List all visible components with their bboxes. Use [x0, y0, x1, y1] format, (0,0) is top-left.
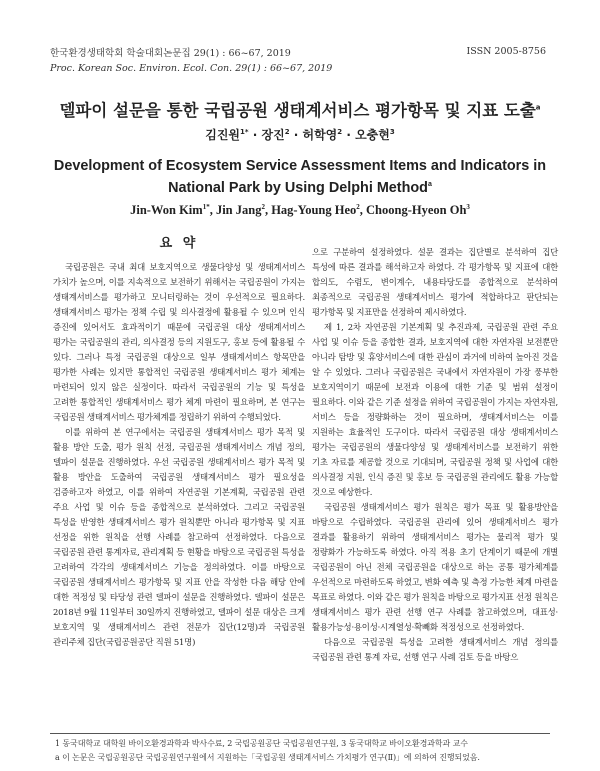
title-english-sup: a — [427, 181, 432, 189]
footnote-affiliations: 1 동국대학교 대학원 바이오환경과학과 박사수료, 2 국립공원공단 국립공원연구원, 3 동국대학교 바이오환경과학과 교수 — [55, 739, 468, 748]
author-ko: 허학영 — [302, 128, 338, 142]
body-paragraph: 이를 위하여 본 연구에서는 국립공원 생태계서비스 평가 목적 및 활용 방안 도출, 평가 원칙 선정, 국립공원 생태계서비스 개념 정의, 델파이 설문을 진행하였다. 우선 국립공원 생태계서비스 평가 목적 및 활용 방안을 도출하여 국립공원 생태계서비스 평가 필요성을 검증하고자 하였고, 이를 위하여 자연공원 기본계획, 국립공원 관련 주요 사업 및 이슈 등을 종합적으로 분석하였다. 그리고 국립공원 특성을 반영한 생태계서비스 평가 원칙뿐만 아니라 평가항목 및 지표 선정을 위한 원칙을 선행 사례를 참고하여 선정하였다. 다음으로 국립공원 관련 통계자료, 관리계획 등 현황을 바탕으로 국립공원 특성을 고려하여 각각의 생태계서비스 기능을 정의하였다. 이를 바탕으로 국립공원 생태계서비스 평가항목 및 지표 안을 작성한 다음 해당 안에 대한 적정성 및 타당성 관련 델파이 설문을 진행하였다. 델파이 설문은 2018년 9월 11일부터 30일까지 진행하였고, 델파이 설문 대상은 크게 보호지역 및 생태계서비스 관련 전문가 집단(12명)과 국립공원 관리주체 집단(국립공원공단 직원 51명) — [53, 427, 305, 647]
journal-name-ko: 한국환경생태학회 학술대회논문집 29(1) : 66~67, 2019 — [50, 48, 291, 59]
author-en: Hag-Young Heo — [271, 203, 357, 217]
left-column — [53, 236, 305, 650]
author-en-sup: 2 — [261, 202, 265, 211]
body-paragraph: 다음으로 국립공원 특성을 고려한 생태계서비스 개념 정의를 국립공원 관련 통계 자료, 선행 연구 사례 검토 등을 바탕으 — [312, 637, 558, 662]
journal-name-en: Proc. Korean Soc. Environ. Ecol. Con. 29(1) : 66~67, 2019 — [50, 63, 333, 74]
footnote-funding: a 이 논문은 국립공원공단 국립공원연구원에서 지원하는「국립공원 생태계서비스 가치평가 연구(Ⅱ)」에 의하여 진행되었음. — [55, 753, 480, 762]
author-ko-sup: 3 — [389, 128, 395, 136]
author-ko-sup: 2 — [284, 128, 290, 136]
footnote-divider — [50, 733, 550, 734]
title-korean-text: 델파이 설문을 통한 국립공원 생태계서비스 평가항목 및 지표 도출 — [59, 101, 536, 120]
journal-header — [50, 46, 332, 76]
title-korean — [20, 97, 580, 121]
title-english-text: Development of Ecosystem Service Assessment Items and Indicators in National Park by Using Delphi Method — [53, 158, 547, 196]
author-ko: 오충현 — [355, 128, 390, 142]
body-paragraph: 국립공원은 국내 최대 보호지역으로 생물다양성 및 생태계서비스 가치가 높으며, 이를 지속적으로 보전하기 위해서는 국립공원이 가지는 생태계서비스를 평가하고 모니터링하는 것이 우선적으로 필요하다. 생태계서비스 평가는 정책 수립 및 의사결정에 활용될 수 있으며 인식 증진에 있어서도 효과적이기 때문에 국립공원 대상 생태계서비스 평가는 국립공원의 관리, 의사결정 등의 지원도구, 홍보 등에 활용될 수 있다. 그러나 특정 국립공원 대상으로 일부 생태계서비스 항목만을 평가한 사례는 있지만 통합적인 국립공원 생태계서비스 평가 체계는 마련되어 있지 않은 실정이다. 따라서 국립공원의 기능 및 특성을 고려한 통합적인 생태계서비스 평가 체계 마련이 필요하며, 본 연구는 국립공원 생태계서비스 평가체계를 정립하기 위하여 수행되었다. — [53, 262, 305, 422]
author-separator: · — [252, 128, 258, 142]
author-en-sup: 1* — [202, 202, 210, 211]
body-paragraph: 으로 구분하여 설정하였다. 설문 결과는 집단별로 분석하여 집단 특성에 따른 결과를 해석하고자 하였다. 각 평가항목 및 지표에 대한 합의도, 수렴도, 변이계수, 내용타당도를 종합적으로 분석하여 최종적으로 국립공원 생태계서비스 평가에 적합하다고 판단되는 평가항목 및 지표만을 선정하여 제시하였다. — [312, 247, 558, 317]
author-en: Choong-Hyeon Oh — [366, 203, 467, 217]
author-en: Jin-Won Kim — [130, 203, 203, 217]
author-en-sup: 3 — [466, 202, 470, 211]
authors-korean — [20, 126, 580, 143]
title-korean-sup: a — [535, 103, 541, 112]
author-ko: 장진 — [261, 128, 285, 142]
author-ko-sup: 1* — [240, 128, 249, 136]
author-en: Jin Jang — [215, 203, 262, 217]
abstract-heading: 요 약 — [159, 236, 199, 251]
authors-english: Jin-Won Kim$^{1*}$, Jin Jang$^2$, Hag-Young Heo$^2$, Choong-Hyeon Oh$^3$ — [130, 202, 470, 217]
author-en-sup: 2 — [356, 202, 360, 211]
body-paragraph: 제 1, 2차 자연공원 기본계획 및 추진과제, 국립공원 관련 주요 사업 및 이슈 등을 종합한 결과, 보호지역에 대한 자연자원 보전뿐만 아니라 탐방 및 휴양서비스에 대한 관심이 과거에 비하여 높아진 것을 알 수 있었다. 그러나 국립공원은 국내에서 자연자원이 가장 풍부한 보호지역이기 때문에 보전과 이용에 대한 기준 및 범위 설정이 필요하다. 이와 같은 기준 설정을 위하여 국립공원이 가지는 자연자원, 서비스 등을 정량화하는 것이 필요하며, 생태계서비스는 이를 지원하는 효율적인 도구이다. 따라서 국립공원 대상 생태계서비스 평가는 국립공원의 생물다양성 및 생태계서비스를 보전하기 위한 기초 자료를 제공할 것으로 기대되며, 국립공원 정책 및 사업에 대한 의사결정 지원, 인식 증진 및 홍보 등 국립공원 관리에도 활용 가능할 것으로 예상한다. — [312, 322, 558, 497]
body-paragraph: 국립공원 생태계서비스 평가 원칙은 평가 목표 및 활용방안을 바탕으로 수립하였다. 국립공원 관리에 있어 생태계서비스 평가 결과를 활용하기 위하여 생태계서비스 평가는 물리적 평가 및 정량화가 가능하도록 하였다. 아직 적용 초기 단계이기 때문에 개별 국립공원이 아닌 전체 국립공원을 대상으로 하는 공통 평가체계를 우선적으로 마련하도록 하였고, 변화 예측 및 측정 가능한 체계 마련을 목표로 하였다. 이와 같은 평가 원칙을 바탕으로 평가지표 선정 원칙은 생태계서비스 평가 관련 선행 연구 사례를 참고하였으며, 대표성·활용가능성·용이성·시계열성·확빼화 적정성으로 선정하였다. — [312, 502, 558, 632]
title-english — [50, 155, 550, 199]
right-column — [312, 245, 558, 665]
author-separator: · — [293, 128, 299, 142]
author-ko-sup: 2 — [337, 128, 343, 136]
author-separator: · — [346, 128, 351, 142]
issn: ISSN 2005-8756 — [466, 46, 546, 57]
author-ko: 김진원 — [205, 128, 241, 142]
